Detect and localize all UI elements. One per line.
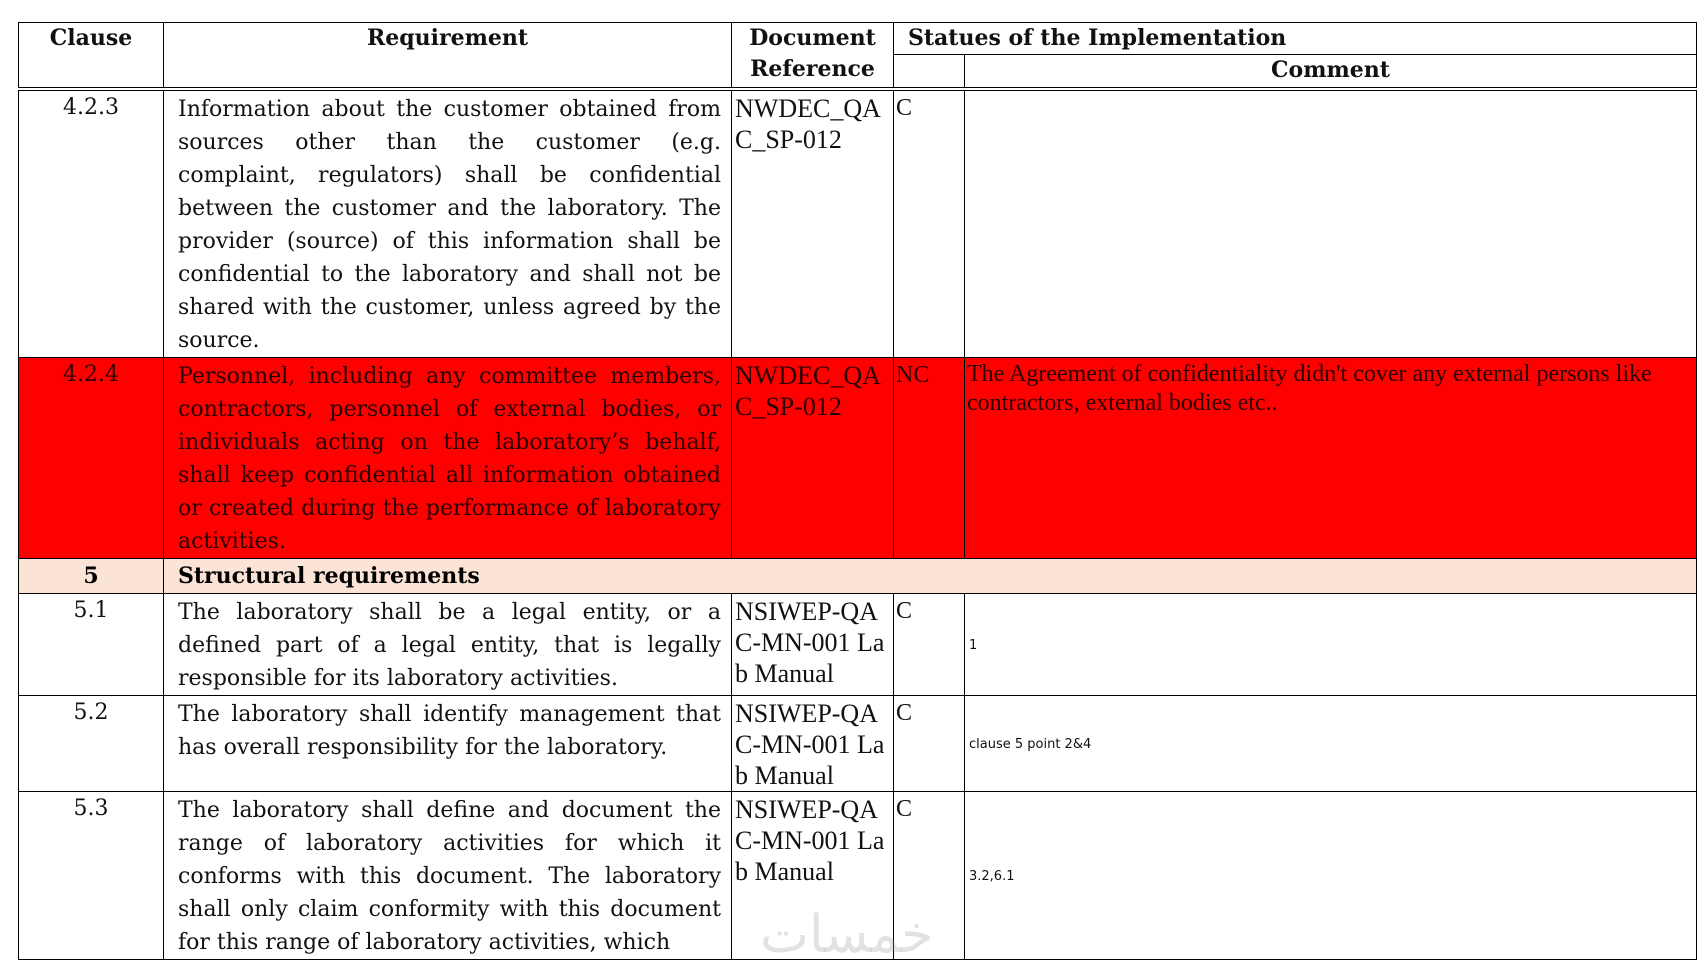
requirement-cell: The laboratory shall be a legal entity, or a defined part of a legal entity, that is legally responsible for its laboratory activities.	[164, 594, 732, 696]
clause-cell: 4.2.4	[19, 358, 164, 559]
comment-text: 1	[969, 637, 978, 653]
header-row-1	[19, 23, 1697, 55]
requirement-cell: Personnel, including any committee members, contractors, personnel of external bodies, or individuals acting on the laboratory’s behalf, shall keep confidential all information obtained or created during the performance of laboratory activities.	[164, 358, 732, 559]
comment-cell	[965, 792, 1697, 960]
table-row	[19, 594, 1697, 696]
status-cell: C	[894, 696, 965, 792]
audit-table-frame	[18, 22, 1696, 960]
requirement-cell: The laboratory shall define and document the range of laboratory activities for which it conforms with this document. The laboratory shall only claim conformity with this document for this range of laboratory activities, which	[164, 792, 732, 960]
document-reference-cell: NSIWEP-QAC-MN-001 Lab Manual	[732, 792, 894, 960]
header-requirement: Requirement	[164, 23, 732, 90]
comment-text: 3.2,6.1	[969, 868, 1015, 884]
clause-cell: 5.1	[19, 594, 164, 696]
header-comment: Comment	[965, 55, 1697, 90]
comment-text: clause 5 point 2&4	[969, 736, 1092, 752]
document-reference-cell: NSIWEP-QAC-MN-001 Lab Manual	[732, 696, 894, 792]
table-row-nonconformity	[19, 358, 1697, 559]
comment-cell	[965, 89, 1697, 358]
comment-cell	[965, 696, 1697, 792]
clause-cell: 5.3	[19, 792, 164, 960]
comment-cell	[965, 594, 1697, 696]
header-status-blank	[894, 55, 965, 90]
table-row	[19, 696, 1697, 792]
status-cell: C	[894, 594, 965, 696]
requirement-cell: Information about the customer obtained from sources other than the customer (e.g. complaint, regulators) shall be confidential between the customer and the laboratory. The provider (source) of this information shall be confidential to the laboratory and shall not be shared with the customer, unless agreed by the source.	[164, 89, 732, 358]
clause-cell: 4.2.3	[19, 89, 164, 358]
header-document-reference: Document Reference	[732, 23, 894, 90]
table-row	[19, 89, 1697, 358]
section-number: 5	[19, 559, 164, 594]
document-reference-cell: NWDEC_QAC_SP-012	[732, 89, 894, 358]
header-status-group: Statues of the Implementation	[894, 23, 1697, 55]
comment-cell: The Agreement of confidentiality didn't cover any external persons like contractors, external bodies etc..	[965, 358, 1697, 559]
header-clause: Clause	[19, 23, 164, 90]
compliance-table	[18, 22, 1697, 960]
clause-cell: 5.2	[19, 696, 164, 792]
document-reference-cell: NWDEC_QAC_SP-012	[732, 358, 894, 559]
section-title: Structural requirements	[164, 559, 1697, 594]
section-row	[19, 559, 1697, 594]
status-cell: C	[894, 89, 965, 358]
requirement-cell: The laboratory shall identify management that has overall responsibility for the laboratory.	[164, 696, 732, 792]
status-cell: NC	[894, 358, 965, 559]
watermark-logo: خمسات	[760, 905, 934, 965]
status-cell: C	[894, 792, 965, 960]
document-reference-cell: NSIWEP-QAC-MN-001 Lab Manual	[732, 594, 894, 696]
